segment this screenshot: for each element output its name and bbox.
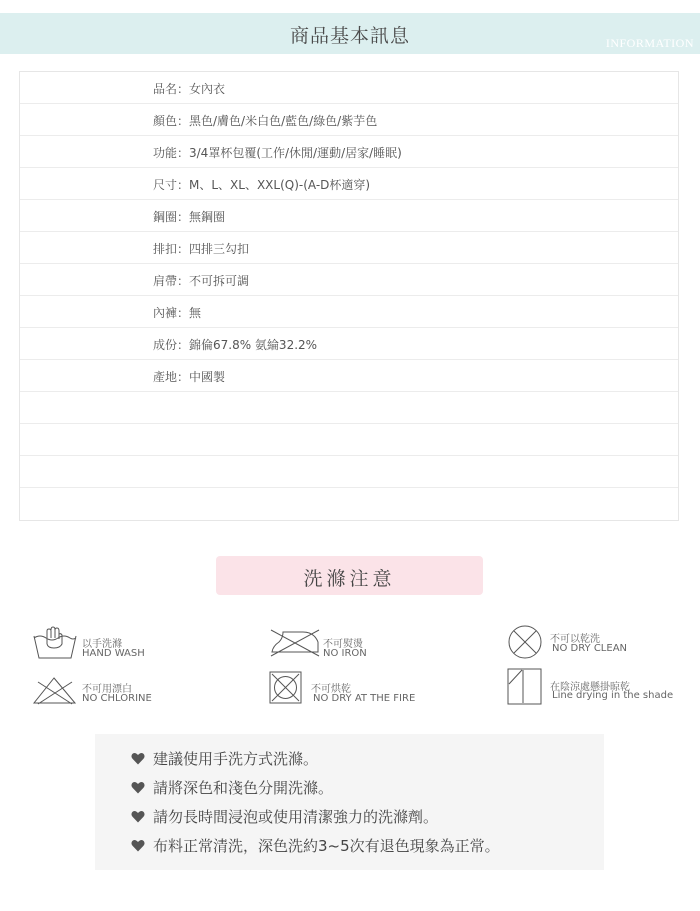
care-label-zh: 不可以乾洗 <box>550 634 600 645</box>
heart-bullet-icon <box>131 810 145 823</box>
info-row-text: 品名：女內衣 <box>153 82 226 96</box>
no-iron-icon <box>269 628 321 660</box>
info-row <box>20 136 678 168</box>
wash-care-title <box>216 556 483 595</box>
care-item-line-dry-shade <box>507 668 677 708</box>
section-subtitle: INFORMATION <box>605 36 694 50</box>
info-row <box>20 104 678 136</box>
info-row-text: 成份：錦倫67.8% 氨綸32.2% <box>153 338 318 352</box>
no-tumble-dry-icon <box>269 671 303 705</box>
care-label-en: Line drying in the shade <box>552 690 674 701</box>
info-row <box>20 488 678 520</box>
hand-wash-icon <box>32 624 78 664</box>
info-row-text: 尺寸：M、L、XL、XXL(Q)-(A-D杯適穿) <box>153 178 371 192</box>
note-item <box>131 806 438 827</box>
heart-bullet-icon <box>131 839 145 852</box>
info-row-text: 鋼圈：無鋼圈 <box>153 210 226 224</box>
care-item-no-dry-clean <box>507 624 677 664</box>
note-item <box>131 777 333 798</box>
info-row <box>20 328 678 360</box>
info-row <box>20 296 678 328</box>
section-title: 商品基本訊息 <box>289 25 410 47</box>
info-row <box>20 232 678 264</box>
note-text: 布料正常清洗，深色洗約3~5次有退色現象為正常。 <box>153 837 500 855</box>
care-label-zh: 不可用漂白 <box>82 684 132 695</box>
info-row-text: 肩帶：不可拆可調 <box>153 274 250 288</box>
care-item-no-tumble-dry <box>269 671 439 707</box>
info-row <box>20 264 678 296</box>
note-text: 請將深色和淺色分開洗滌。 <box>153 779 334 797</box>
care-label-en: HAND WASH <box>82 648 145 659</box>
info-row-text: 功能：3/4罩杯包覆(工作/休閒/運動/居家/睡眠) <box>153 146 402 160</box>
heart-bullet-icon <box>131 752 145 765</box>
wash-care-title-text: 洗滌注意 <box>303 568 396 590</box>
care-notes-box <box>95 734 604 870</box>
care-label-en: NO IRON <box>323 648 367 659</box>
info-row-text: 顏色：黑色/膚色/米白色/藍色/綠色/紫芋色 <box>153 114 378 128</box>
heart-bullet-icon <box>131 781 145 794</box>
line-dry-shade-icon <box>507 668 543 706</box>
care-label-en: NO DRY CLEAN <box>552 643 628 654</box>
info-row <box>20 168 678 200</box>
note-item <box>131 748 318 769</box>
care-item-no-iron <box>269 628 429 668</box>
info-row <box>20 392 678 424</box>
info-row <box>20 200 678 232</box>
care-label-en: NO CHLORINE <box>82 693 152 704</box>
care-label-zh: 以手洗滌 <box>82 639 122 650</box>
no-chlorine-icon <box>32 674 78 706</box>
care-label-zh: 不可熨燙 <box>323 639 363 650</box>
info-row-text: 產地：中國製 <box>153 370 226 384</box>
care-label-zh: 不可烘乾 <box>311 684 351 695</box>
info-row <box>20 456 678 488</box>
info-row-text: 內褲：無 <box>153 306 202 320</box>
care-item-no-chlorine <box>32 674 192 710</box>
care-label-en: NO DRY AT THE FIRE <box>313 693 416 704</box>
note-text: 建議使用手洗方式洗滌。 <box>153 750 319 768</box>
info-row <box>20 424 678 456</box>
note-text: 請勿長時間浸泡或使用清潔強力的洗滌劑。 <box>153 808 439 826</box>
care-label-zh: 在陰涼處懸掛晾乾 <box>550 682 630 693</box>
section-header-banner <box>0 13 700 54</box>
no-dry-clean-icon <box>507 624 545 662</box>
product-info-table <box>19 71 679 521</box>
info-row <box>20 360 678 392</box>
info-row <box>20 72 678 104</box>
care-item-hand-wash <box>32 624 192 664</box>
info-row-text: 排扣：四排三勾扣 <box>153 242 250 256</box>
note-item <box>131 835 500 856</box>
